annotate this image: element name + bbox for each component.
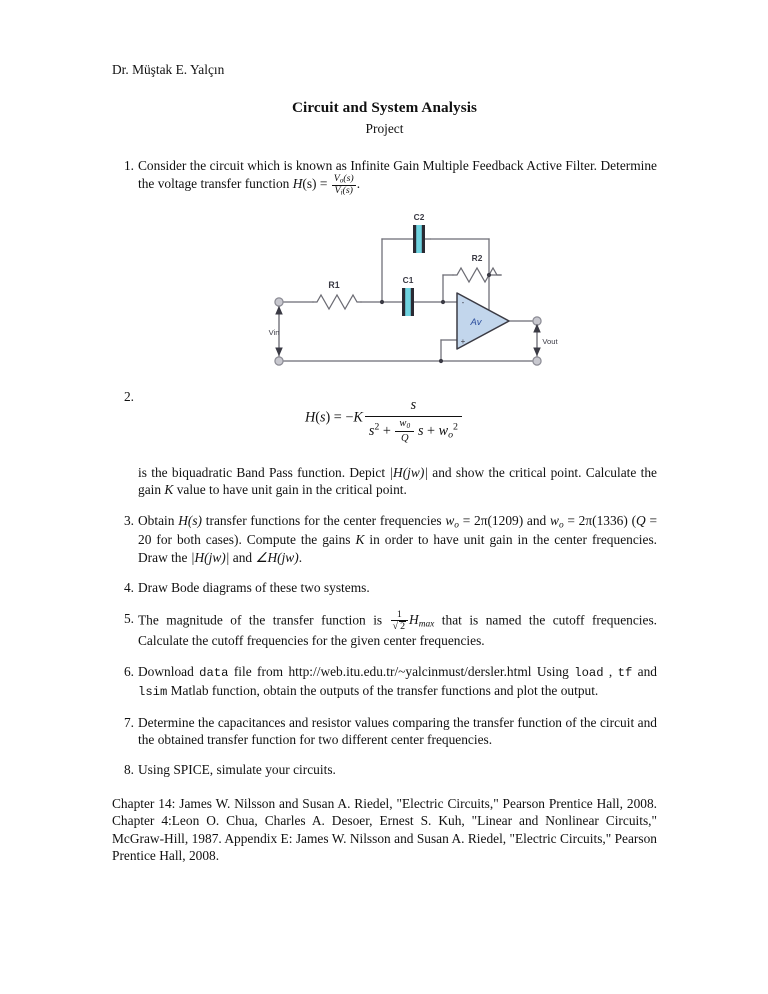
junction-dot-nodeA (379, 300, 383, 304)
eq-denominator: $s^2$ + $\frac{w_0}{Q}$ $s + w_o^2$ (365, 416, 462, 444)
list-item-1 (112, 157, 657, 375)
item-2-math-K: K (164, 481, 174, 497)
item-2-text-c: value to have unit gain in the critical point. (173, 481, 407, 497)
list-item-6 (112, 663, 657, 701)
item-6-b: file from (228, 663, 289, 679)
label-vout: Vout (541, 337, 558, 347)
page-subtitle: Project (365, 120, 404, 136)
item-5-fraction (391, 610, 408, 633)
item-7-text: Determine the capacitances and resistor values comparing the transfer function of the circuit and the obtained transfer function for two different center frequencies. (138, 714, 657, 747)
item-6-code-tf: tf (617, 665, 633, 680)
item-6-a: Download (138, 663, 200, 679)
item-3-d: = 2π(1336) ( (563, 512, 637, 528)
item-3-h: . (298, 549, 303, 565)
resistor-r1-symbol (313, 295, 361, 309)
fraction-denominator: $V_i(s)$ (332, 185, 356, 197)
problem-list-continued (112, 512, 657, 779)
item-3-f: in order to have unit gain in the center frequencies. Draw the (138, 532, 657, 565)
page-title: Circuit and System Analysis (291, 98, 478, 116)
item-3-m4: Q (636, 512, 646, 528)
item-3-m2: $w_o$ (445, 512, 459, 531)
item-3-g: and (229, 549, 256, 565)
eq-inner-fraction: $\frac{w_0}{Q}$ (395, 418, 414, 444)
item-5-b: that is named the cutoff frequencies. Calculate the cutoff frequencies for the given center frequencies. (138, 611, 657, 649)
item-3-e: = 20 for both cases). Compute the gains (138, 512, 657, 548)
item-3-m1: H(s) (178, 512, 203, 528)
vout-arrow-head-down (534, 348, 540, 355)
circuit-figure (138, 203, 683, 375)
list-item-5 (112, 610, 657, 650)
eq-fraction (365, 397, 462, 443)
item-1-period: . (356, 176, 361, 192)
item-number-1: 1. (123, 157, 134, 173)
document-body (112, 62, 657, 878)
author-line: Dr. Müştak E. Yalçın (112, 62, 225, 77)
frac-one: 1 (396, 608, 402, 620)
item-number-8: 8. (123, 762, 134, 778)
list-item-8 (112, 761, 657, 778)
capacitor-c2-symbol (413, 225, 431, 253)
item-4-text: Draw Bode diagrams of these two systems. (138, 580, 370, 596)
eq-paren2: ) (325, 409, 331, 426)
vout-arrow-head-up (534, 325, 540, 332)
label-opamp-plus: + (460, 337, 465, 347)
item-3-c: = 2π(1209) and (458, 512, 550, 528)
item-6-d: , (603, 663, 618, 679)
label-r1: R1 (327, 280, 340, 291)
item-3-m7: ∠H(jw) (255, 549, 299, 565)
item-2-body (112, 464, 657, 499)
item-number-3: 3. (123, 512, 134, 528)
item-5-a: The magnitude of the transfer function is (138, 611, 390, 627)
item-number-2: 2. (123, 389, 134, 405)
label-opamp-minus: - (461, 298, 464, 308)
equation-body (305, 397, 464, 443)
circuit-diagram-svg (261, 203, 561, 375)
fraction-numerator: $V_o(s)$ (333, 173, 354, 185)
vin-arrow-head-down (276, 348, 282, 355)
item-6-e: and (632, 663, 657, 679)
label-opamp-gain: Av (470, 317, 481, 329)
eq-K: K (353, 409, 363, 426)
label-vin: Vin (268, 328, 279, 338)
item-6-url[interactable]: http://web.itu.edu.tr/~yalcinmust/dersler.html (288, 663, 532, 679)
eq-numerator: s (410, 397, 417, 414)
item-8-text: Using SPICE, simulate your circuits. (138, 762, 336, 778)
item-6-code-lsim: lsim (138, 684, 168, 699)
vin-arrow-head-up (276, 307, 282, 314)
item-1-math-H: H (292, 176, 303, 192)
item-6-f: Matlab function, obtain the outputs of the transfer functions and plot the output. (167, 682, 599, 698)
item-number-7: 7. (123, 714, 134, 730)
item-1-math-paren: (s) (302, 176, 317, 192)
label-c2: C2 (413, 212, 424, 223)
eq-s: s (319, 409, 326, 426)
eq-equals: = − (330, 409, 354, 426)
label-r2: R2 (471, 253, 482, 264)
label-c1: C1 (402, 275, 413, 286)
item-6-c: Using (531, 663, 575, 679)
item-3-b: transfer functions for the center frequencies (202, 512, 446, 528)
item-2-text-b: and show the critical point. Calculate the gain (138, 464, 657, 497)
item-5-Hmax: $H_{max}$ (409, 611, 435, 630)
list-item-4 (112, 579, 657, 596)
item-3-m3: $w_o$ (550, 512, 564, 531)
junction-dot-nodeB (440, 300, 444, 304)
display-equation-biquad (112, 397, 657, 443)
junction-dot-ground (438, 359, 442, 363)
eq-H: H (304, 409, 316, 426)
eq-paren: ( (315, 409, 320, 426)
capacitor-c1-symbol (402, 288, 414, 316)
list-item-3 (112, 512, 657, 566)
terminal-vout-bottom (532, 357, 540, 365)
terminal-vin-bottom (274, 357, 282, 365)
item-6-code-data: data (199, 665, 229, 680)
item-6-code-load: load (574, 665, 604, 680)
frac-sqrt2: √ 2 (391, 620, 408, 632)
problem-list (112, 157, 657, 405)
item-number-4: 4. (123, 580, 134, 596)
item-number-6: 6. (123, 663, 134, 679)
item-3-m5: K (355, 532, 365, 548)
item-3-m6: |H(jw)| (190, 549, 230, 565)
item-3-a: Obtain (138, 512, 179, 528)
list-item-7 (112, 714, 657, 749)
references-paragraph: Chapter 14: James W. Nilsson and Susan A. Riedel, "Electric Circuits," Pearson Prentice Hall, 2008. Chapter 4:Leon O. Chua, Charles A. Desoer, Ernest S. Kuh, "Linear and Nonlinear Circuits," McGraw-Hill, 1987. Appendix E: James W. Nilsson and Susan A. Riedel, "Electric Circuits," Pearson Prentice Hall, 2008. (112, 795, 657, 864)
junction-dot-r2-out (486, 273, 490, 277)
item-1-math-equals: = (316, 176, 331, 192)
terminal-vin-top (274, 298, 282, 306)
item-1-fraction (332, 174, 356, 197)
item-2-math-Hjw: |H(jw)| (389, 464, 428, 480)
item-1-text: Consider the circuit which is known as Infinite Gain Multiple Feedback Active Filter. Determine the voltage transfer function (138, 157, 657, 192)
item-number-5: 5. (123, 610, 134, 626)
item-2-text-a: is the biquadratic Band Pass function. Depict (138, 464, 390, 480)
